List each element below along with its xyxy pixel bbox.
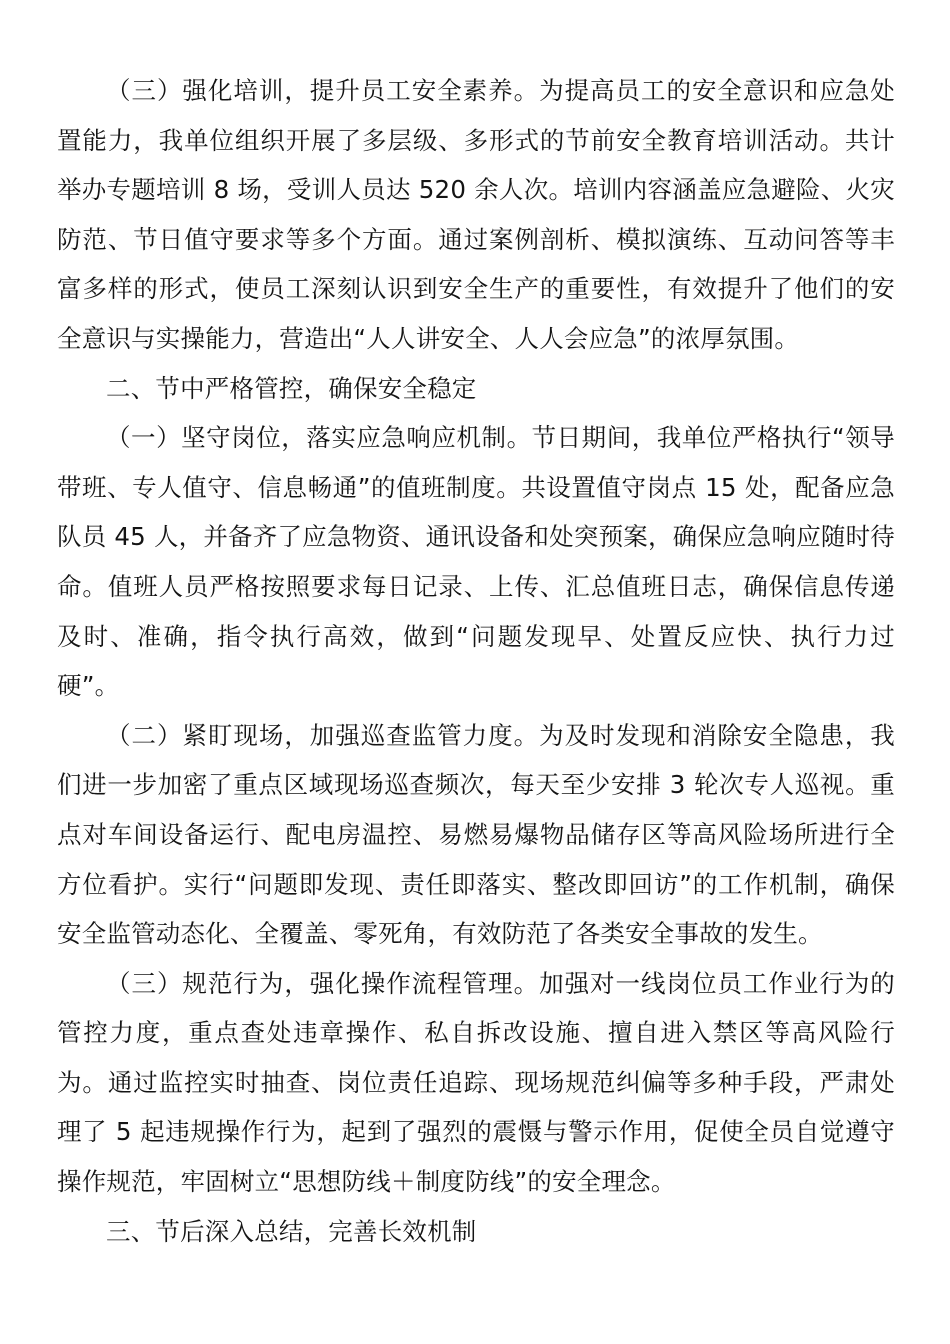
- section-heading-2: 二、节中严格管控，确保安全稳定: [106, 373, 477, 403]
- paragraph-operation: （三）规范行为，强化操作流程管理。加强对一线岗位员工作业行为的管控力度，重点查处违章操作、私自拆改设施、擅自进入禁区等高风险行为。通过监控实时抽查、岗位责任追踪、现场规范纠偏等多种手段，严肃处理了 5 起违规操作行为，起到了强烈的震慑与警示作用，促使全员自觉遵守操作规范，牢固树立“思想防线＋制度防线”的安全理念。: [57, 968, 895, 1197]
- paragraph-inspection: （二）紧盯现场，加强巡查监管力度。为及时发现和消除安全隐患，我们进一步加密了重点区域现场巡查频次，每天至少安排 3 轮次专人巡视。重点对车间设备运行、配电房温控、易燃易爆物品储存区等高风险场所进行全方位看护。实行“问题即发现、责任即落实、整改即回访”的工作机制，确保安全监管动态化、全覆盖、零死角，有效防范了各类安全事故的发生。: [57, 720, 895, 949]
- document-body: [57, 66, 895, 1256]
- paragraph-duty: （一）坚守岗位，落实应急响应机制。节日期间，我单位严格执行“领导带班、专人值守、信息畅通”的值班制度。共设置值守岗点 15 处，配备应急队员 45 人，并备齐了应急物资、通讯设备和处突预案，确保应急响应随时待命。值班人员严格按照要求每日记录、上传、汇总值班日志，确保信息传递及时、准确，指令执行高效，做到“问题发现早、处置反应快、执行力过硬”。: [57, 423, 895, 701]
- section-heading-3: 三、节后深入总结，完善长效机制: [106, 1216, 477, 1246]
- paragraph-training: （三）强化培训，提升员工安全素养。为提高员工的安全意识和应急处置能力，我单位组织开展了多层级、多形式的节前安全教育培训活动。共计举办专题培训 8 场，受训人员达 520 余人次。培训内容涵盖应急避险、火灾防范、节日值守要求等多个方面。通过案例剖析、模拟演练、互动问答等丰富多样的形式，使员工深刻认识到安全生产的重要性，有效提升了他们的安全意识与实操能力，营造出“人人讲安全、人人会应急”的浓厚氛围。: [57, 76, 895, 353]
